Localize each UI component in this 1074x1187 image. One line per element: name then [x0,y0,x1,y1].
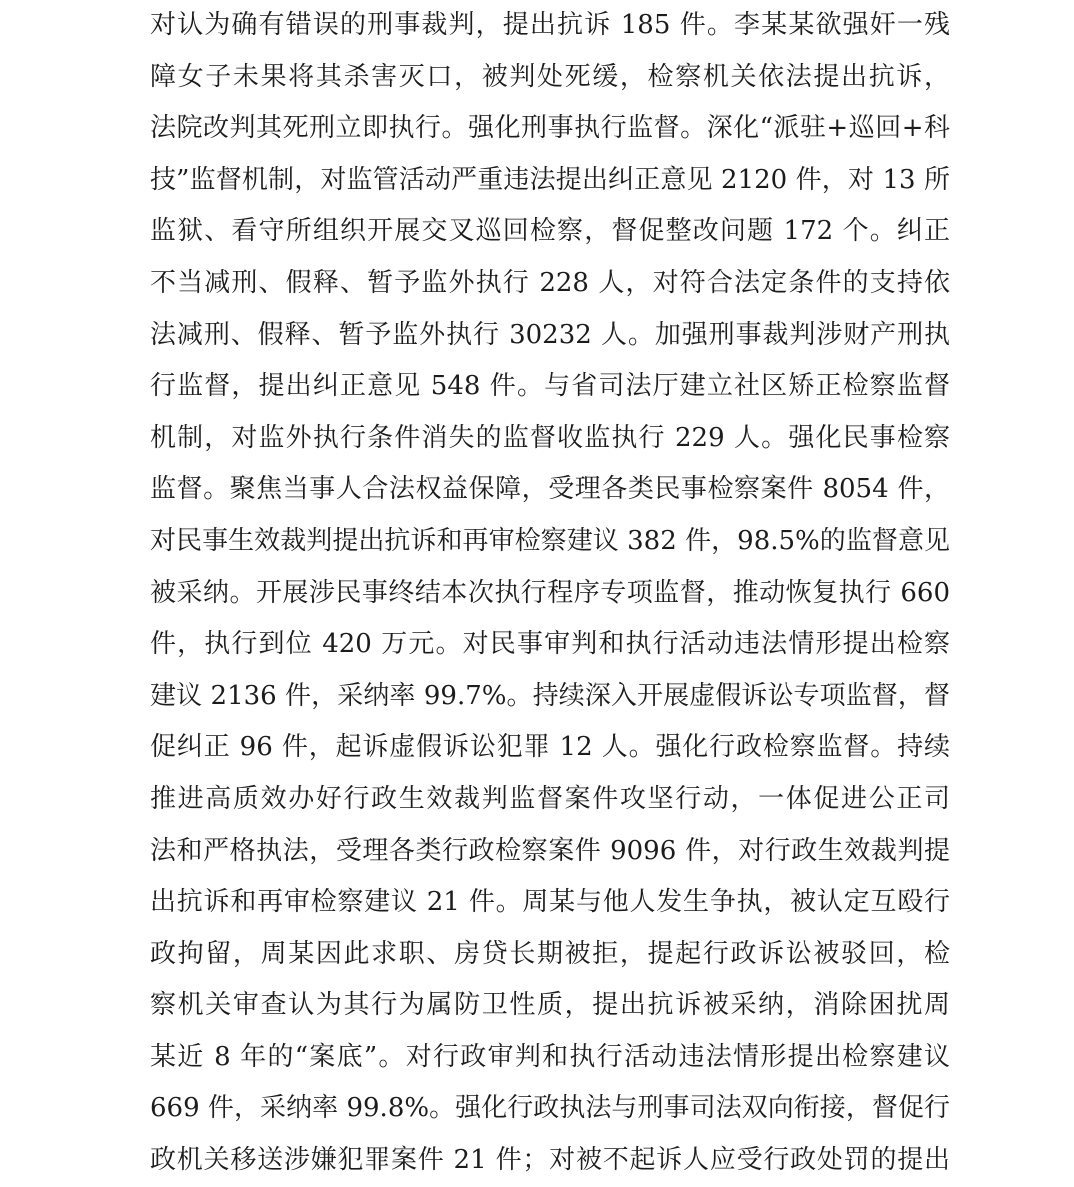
body-text [150,0,950,1187]
text-line: 察机关审查认为其行为属防卫性质，提出抗诉被采纳，消除困扰周 [150,990,950,1021]
text-line: 某近 8 年的“案底”。对行政审判和执行活动违法情形提出检察建议 [150,1041,950,1072]
text-line: 监督。聚焦当事人合法权益保障，受理各类民事检察案件 8054 件， [150,474,950,505]
text-line: 对认为确有错误的刑事裁判，提出抗诉 185 件。李某某欲强奸一残 [150,10,950,40]
text-line: 出抗诉和再审检察建议 21 件。周某与他人发生争执，被认定互殴行 [150,887,950,918]
text-line: 技”监督机制，对监管活动严重违法提出纠正意见 2120 件，对 13 所 [150,164,950,195]
text-line: 推进高质效办好行政生效裁判监督案件攻坚行动，一体促进公正司 [150,783,950,814]
text-line: 不当减刑、假释、暂予监外执行 228 人，对符合法定条件的支持依 [150,267,950,298]
text-line: 669 件，采纳率 99.8%。强化行政执法与刑事司法双向衔接，督促行 [150,1093,950,1124]
text-line: 政拘留，周某因此求职、房贷长期被拒，提起行政诉讼被驳回，检 [150,938,950,969]
text-line: 促纠正 96 件，起诉虚假诉讼犯罪 12 人。强化行政检察监督。持续 [150,732,950,763]
text-line: 件，执行到位 420 万元。对民事审判和执行活动违法情形提出检察 [150,629,950,660]
text-line: 障女子未果将其杀害灭口，被判处死缓，检察机关依法提出抗诉， [150,61,950,92]
text-line: 政机关移送涉嫌犯罪案件 21 件；对被不起诉人应受行政处罚的提出 [150,1145,950,1176]
text-line: 法院改判其死刑立即执行。强化刑事执行监督。深化“派驻+巡回+科 [150,113,950,144]
text-line: 被采纳。开展涉民事终结本次执行程序专项监督，推动恢复执行 660 [150,577,950,608]
text-line: 建议 2136 件，采纳率 99.7%。持续深入开展虚假诉讼专项监督，督 [150,680,950,711]
text-line: 法和严格执法，受理各类行政检察案件 9096 件，对行政生效裁判提 [150,835,950,866]
text-line: 行监督，提出纠正意见 548 件。与省司法厅建立社区矫正检察监督 [150,371,950,402]
text-line: 机制，对监外执行条件消失的监督收监执行 229 人。强化民事检察 [150,422,950,453]
text-line: 监狱、看守所组织开展交叉巡回检察，督促整改问题 172 个。纠正 [150,216,950,247]
text-line: 对民事生效裁判提出抗诉和再审检察建议 382 件，98.5%的监督意见 [150,525,950,556]
text-line: 法减刑、假释、暂予监外执行 30232 人。加强刑事裁判涉财产刑执 [150,319,950,350]
